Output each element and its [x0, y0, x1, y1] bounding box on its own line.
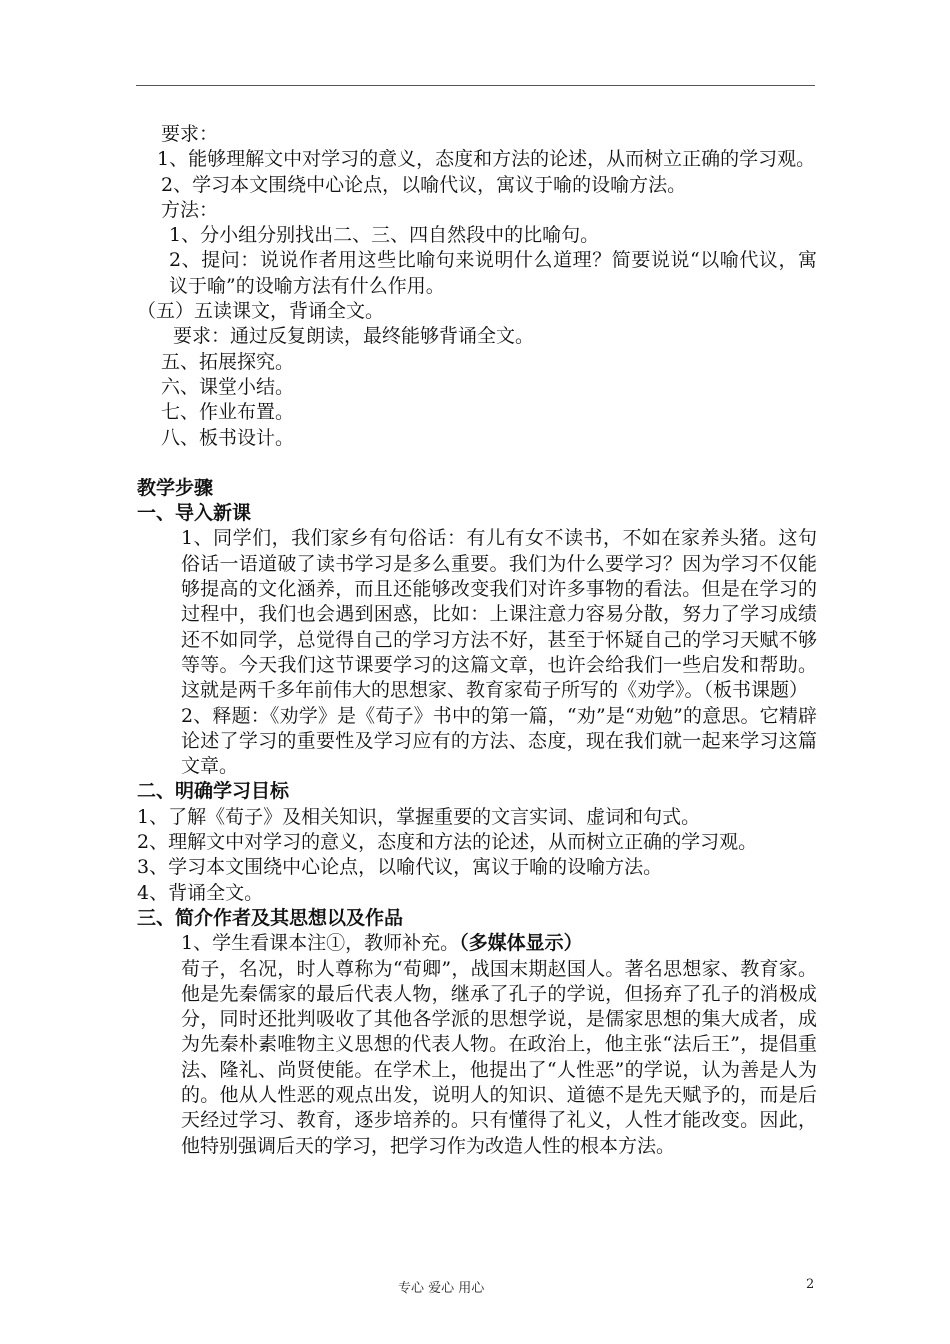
footer-motto: 专心 爱心 用心: [398, 1281, 485, 1296]
line-method-1: 1、分小组分别找出二、三、四自然段中的比喻句。: [169, 224, 600, 247]
line-step-five-read: （五）五读课文，背诵全文。: [137, 300, 385, 323]
heading-author: 三、简介作者及其思想以及作品: [137, 906, 404, 929]
line-section-six: 六、课堂小结。: [161, 375, 295, 398]
line-author-note: [137, 931, 817, 956]
line-recite-requirement: 要求：通过反复朗读，最终能够背诵全文。: [173, 325, 535, 348]
paragraph-intro-1: 1、同学们，我们家乡有句俗话：有儿有女不读书，不如在家养头猪。这句俗话一语道破了读书学习是多么重要。我们为什么要学习？因为学习不仅能够提高的文化涵养，而且还能够改变我们对许多事物的看法。但是在学习的过程中，我们也会遇到困惑，比如：上课注意力容易分散，努力了学习成绩还不如同学，总觉得自己的学习方法不好，甚至于怀疑自己的学习天赋不够等等。今天我们这节课要学习的这篇文章，也许会给我们一些启发和帮助。这就是两千多年前伟大的思想家、教育家荀子所写的《劝学》。（板书课题）: [181, 527, 817, 702]
line-requirement-2: 2、学习本文围绕中心论点，以喻代议，寓议于喻的设喻方法。: [161, 173, 687, 196]
line-section-eight: 八、板书设计。: [161, 426, 295, 449]
header-rule: [136, 85, 815, 86]
goal-1: 1、了解《荀子》及相关知识，掌握重要的文言实词、虚词和句式。: [137, 805, 701, 828]
paragraph-intro-2: 2、释题：《劝学》是《荀子》书中的第一篇，“劝”是“劝勉”的意思。它精辟论述了学习的重要性及学习应有的方法、态度，现在我们就一起来学习这篇文章。: [181, 704, 817, 778]
line-section-seven: 七、作业布置。: [161, 401, 295, 424]
line-method-heading: 方法：: [161, 198, 219, 221]
goal-2: 2、理解文中对学习的意义，态度和方法的论述，从而树立正确的学习观。: [137, 831, 758, 854]
heading-goals: 二、明确学习目标: [137, 780, 290, 803]
line-requirement-1: 1、能够理解文中对学习的意义，态度和方法的论述，从而树立正确的学习观。: [157, 148, 816, 171]
document-body: [137, 122, 817, 1159]
author-note-text: 1、学生看课本注①，教师补充。: [181, 932, 460, 955]
paragraph-author-bio: 荀子，名况，时人尊称为“荀卿”，战国末期赵国人。著名思想家、教育家。他是先秦儒家的最后代表人物，继承了孔子的学说，但扬弃了孔子的消极成分，同时还批判吸收了其他各学派的思想学说，是儒家思想的集大成者，成为先秦朴素唯物主义思想的代表人物。在政治上，他主张“法后王”，提倡重法、隆礼、尚贤使能。在学术上，他提出了“人性恶”的学说，认为善是人为的。他从人性恶的观点出发，说明人的知识、道德不是先天赋予的，而是后天经过学习、教育，逐步培养的。只有懂得了礼义，人性才能改变。因此，他特别强调后天的学习，把学习作为改造人性的根本方法。: [181, 957, 817, 1157]
goal-3: 3、学习本文围绕中心论点，以喻代议，寓议于喻的设喻方法。: [137, 856, 663, 879]
line-section-five: 五、拓展探究。: [161, 350, 295, 373]
line-requirement-heading: 要求：: [161, 123, 219, 145]
goal-4: 4、背诵全文。: [137, 881, 264, 904]
page-number: 2: [806, 1277, 815, 1292]
line-method-2: 2、提问：说说作者用这些比喻句来说明什么道理？简要说说“以喻代议，寓议于喻”的设喻方法有什么作用。: [169, 249, 817, 297]
heading-teaching-steps: 教学步骤: [137, 476, 214, 499]
spacer: [137, 451, 817, 476]
multimedia-label: （多媒体显示）: [459, 932, 583, 955]
heading-intro: 一、导入新课: [137, 502, 252, 525]
